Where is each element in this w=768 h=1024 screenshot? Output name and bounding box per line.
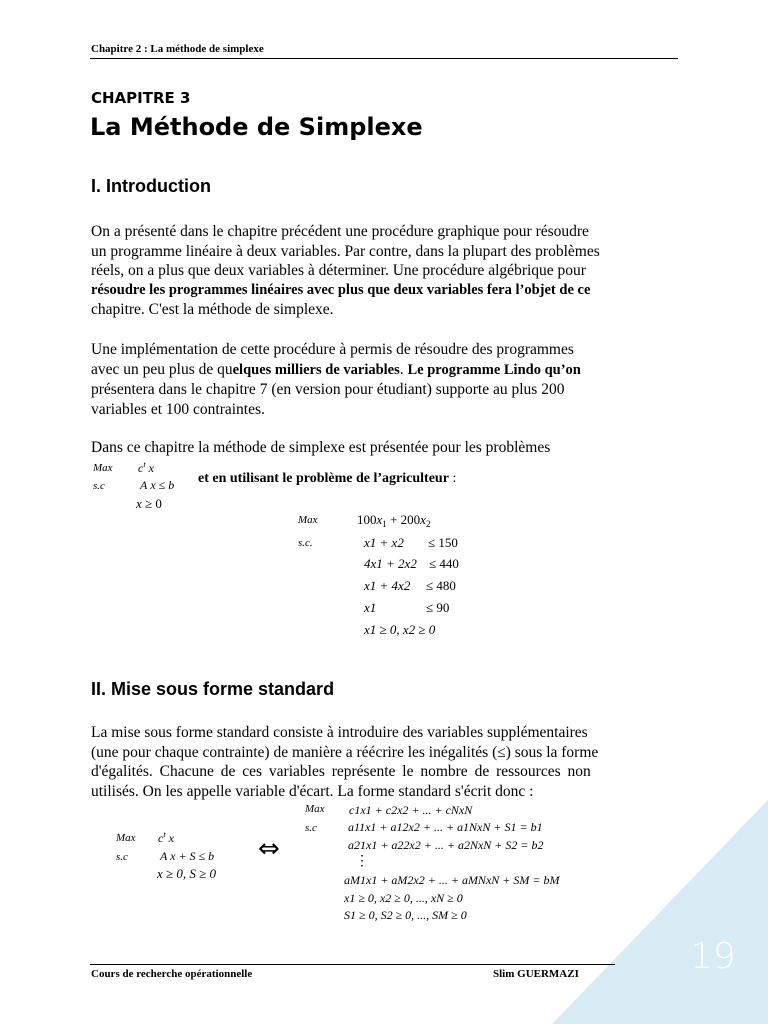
corner-triangle-decoration	[552, 800, 768, 1024]
text-line: résoudre les programmes linéaires avec plus que deux variables fera l’objet de ce	[91, 281, 591, 298]
farmer-max: Max	[298, 514, 318, 526]
formula-symbol: x	[148, 461, 154, 475]
text-run-bold: elques milliers de variables	[232, 361, 400, 378]
farmer-constraint-lhs: 4x1 + 2x2	[364, 556, 417, 571]
farmer-nonnegativity: x1 ≥ 0, x2 ≥ 0	[364, 622, 436, 637]
standard-max: Max	[116, 832, 136, 844]
text-line	[91, 360, 677, 381]
expanded-constraint-2: a21x1 + a22x2 + ... + a2NxN + S2 = b2	[348, 838, 544, 852]
formula-subject-to: s.c	[93, 480, 105, 492]
formula-symbol: t	[143, 460, 146, 469]
vertical-ellipsis: ⋮	[355, 854, 369, 869]
expanded-subject-to: s.c	[305, 822, 317, 834]
text-line: chapitre. C'est la méthode de simplexe.	[91, 301, 334, 318]
standard-objective	[158, 830, 174, 846]
page-number: 19	[690, 936, 736, 977]
formula-symbol: t	[163, 830, 166, 839]
formula-constraint	[140, 478, 174, 493]
expanded-objective: c1x1 + c2x2 + ... + cNxN	[349, 803, 473, 817]
standard-form-paragraph	[91, 723, 677, 801]
farmer-constraint-rhs: ≤ 480	[426, 578, 456, 593]
formula-max: Max	[93, 462, 113, 474]
farmer-subject-to: s.c.	[298, 537, 313, 549]
text-line: Une implémentation de cette procédure à permis de résoudre des programmes	[91, 341, 574, 358]
chapter-title: La Méthode de Simplexe	[90, 113, 423, 141]
standard-subject-to: s.c	[116, 851, 128, 863]
formula-symbol: c	[138, 461, 144, 475]
standard-constraint: A x + S ≤ b	[160, 849, 215, 863]
text-line: (une pour chaque contrainte) de manière a réécrire les inégalités (≤) sous la forme	[91, 743, 599, 761]
farmer-constraint-lhs: x1 + x2	[364, 535, 404, 550]
formula-nonnegativity	[136, 496, 162, 512]
formula-symbol: 1	[382, 519, 387, 529]
text-run: :	[448, 471, 457, 486]
expanded-max: Max	[305, 803, 325, 815]
formula-symbol: x	[136, 496, 142, 511]
footer-author: Slim GUERMAZI	[493, 968, 579, 980]
formula-symbol: A	[140, 478, 148, 492]
intro-paragraph-3-tail	[198, 471, 456, 487]
expanded-nonnegativity-x: x1 ≥ 0, x2 ≥ 0, ..., xN ≥ 0	[344, 891, 463, 905]
chapter-number: CHAPITRE 3	[91, 89, 191, 107]
text-line: d'égalités. Chacune de ces variables représente le nombre de ressources non	[91, 763, 591, 780]
standard-nonnegativity: x ≥ 0, S ≥ 0	[157, 866, 217, 881]
formula-symbol: b	[168, 478, 175, 492]
farmer-constraint-lhs: x1	[364, 600, 377, 615]
text-run: avec un peu plus de qu	[91, 360, 233, 378]
text-run-bold: Le programme Lindo qu’on	[407, 361, 581, 378]
footer-course: Cours de recherche opérationnelle	[91, 968, 253, 980]
formula-symbol: 200	[400, 512, 421, 527]
farmer-objective	[357, 512, 431, 529]
text-line: variables et 100 contraintes.	[91, 400, 265, 418]
formula-symbol: ≤	[155, 478, 169, 492]
farmer-constraint-lhs: x1 + 4x2	[364, 578, 411, 593]
farmer-constraint-rhs: ≤ 150	[428, 535, 458, 550]
section-title-standard-form: II. Mise sous forme standard	[91, 679, 335, 699]
section-title-introduction: I. Introduction	[91, 176, 211, 196]
text-line: La mise sous forme standard consiste à introduire des variables supplémentaires	[91, 724, 588, 741]
formula-symbol: ≥ 0	[141, 496, 162, 511]
formula-symbol: x	[420, 512, 426, 527]
formula-symbol: x	[150, 478, 156, 492]
text-line: présentera dans le chapitre 7 (en version pour étudiant) supporte au plus 200	[91, 381, 565, 398]
formula-objective	[138, 460, 154, 476]
formula-symbol: x	[168, 831, 174, 845]
text-line: réels, on a plus que deux variables à déterminer. Une procédure algébrique pour	[91, 262, 586, 279]
expanded-constraint-1: a11x1 + a12x2 + ... + a1NxN + S1 = b1	[348, 820, 543, 834]
running-header: Chapitre 2 : La méthode de simplexe	[91, 43, 264, 55]
equivalence-symbol: ⇔	[258, 834, 280, 864]
intro-paragraph-1	[91, 222, 677, 320]
formula-symbol: 2	[425, 519, 431, 529]
formula-symbol: c	[158, 831, 164, 845]
intro-paragraph-2	[91, 340, 677, 419]
formula-symbol: x	[376, 512, 383, 527]
farmer-constraint-rhs: ≤ 440	[429, 556, 459, 571]
expanded-constraint-m: aM1x1 + aM2x2 + ... + aMNxN + SM = bM	[344, 873, 560, 887]
text-line: Dans ce chapitre la méthode de simplexe est présentée pour les problèmes	[91, 439, 551, 456]
farmer-constraint-rhs: ≤ 90	[426, 600, 450, 615]
text-run-bold: et en utilisant le problème de l’agriculteur	[198, 471, 449, 486]
expanded-nonnegativity-s: S1 ≥ 0, S2 ≥ 0, ..., SM ≥ 0	[344, 908, 467, 922]
text-line: utilisés. On les appelle variable d'écart. La forme standard s'écrit donc :	[91, 782, 534, 800]
formula-symbol: +	[386, 512, 401, 527]
text-run: .	[399, 360, 408, 378]
header-divider	[90, 58, 678, 59]
formula-symbol: 100	[357, 512, 377, 527]
text-line: un programme linéaire à deux variables. Par contre, dans la plupart des problèmes	[91, 242, 600, 260]
intro-paragraph-3	[91, 438, 677, 458]
text-line: On a présenté dans le chapitre précédent une procédure graphique pour résoudre	[91, 223, 589, 240]
footer-divider	[90, 964, 615, 965]
